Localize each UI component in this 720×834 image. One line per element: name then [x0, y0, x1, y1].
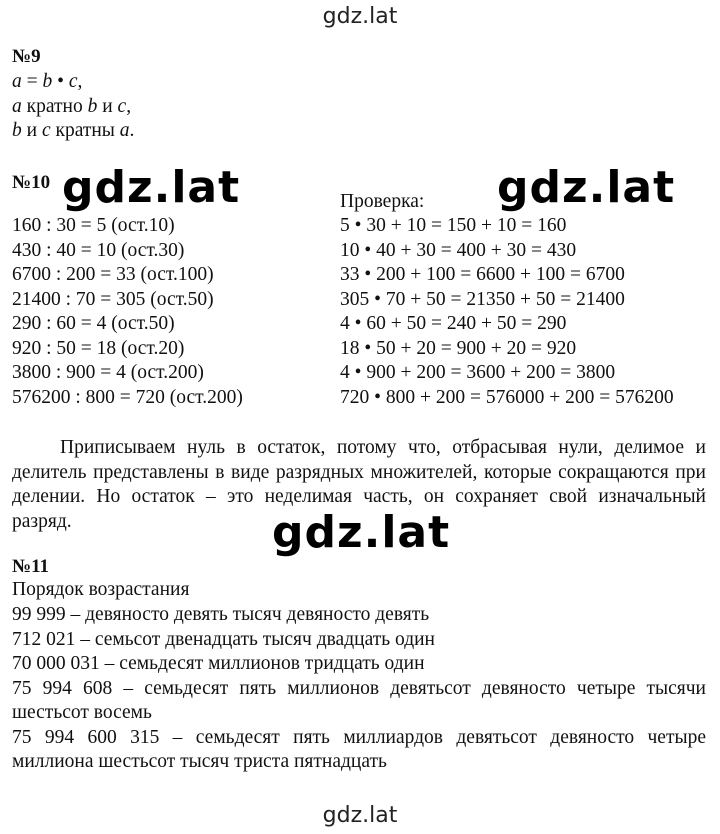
watermark: gdz.lat — [497, 162, 676, 213]
check-line: 720 • 800 + 200 = 576000 + 200 = 576200 — [340, 386, 674, 408]
number-item: 712 021 – семьсот двенадцать тысяч двадцать один — [12, 628, 435, 650]
check-line: 4 • 60 + 50 = 240 + 50 = 290 — [340, 313, 567, 334]
number-item: 99 999 – девяносто девять тысяч девяносто девять — [12, 604, 430, 625]
check-line: 305 • 70 + 50 = 21350 + 50 = 21400 — [340, 288, 625, 310]
division-line: 3800 : 900 = 4 (ост.200) — [12, 362, 204, 383]
number-item: 70 000 031 – семьдесят миллионов тридцать один — [12, 653, 425, 674]
check-line: 18 • 50 + 20 = 900 + 20 = 920 — [340, 337, 577, 359]
check-line: 4 • 900 + 200 = 3600 + 200 = 3800 — [340, 362, 616, 383]
division-line: 6700 : 200 = 33 (ост.100) — [12, 264, 214, 285]
division-line: 160 : 30 = 5 (ост.10) — [12, 215, 175, 236]
check-line: 33 • 200 + 100 = 6600 + 100 = 6700 — [340, 264, 625, 285]
check-title: Проверка: — [340, 191, 425, 212]
division-line: 920 : 50 = 18 (ост.20) — [12, 337, 185, 359]
division-line: 21400 : 70 = 305 (ост.50) — [12, 288, 214, 310]
watermark: gdz.lat — [62, 162, 241, 213]
division-line: 576200 : 800 = 720 (ост.200) — [12, 386, 243, 408]
task-9-body — [12, 70, 134, 144]
site-header: gdz.lat — [322, 4, 398, 29]
number-list — [12, 603, 706, 775]
division-line: 430 : 40 = 10 (ост.30) — [12, 239, 185, 261]
task-9-line: a = b • c, — [12, 71, 83, 92]
task-9-line: b и c кратны a. — [12, 120, 135, 141]
task-9-title: №9 — [12, 46, 41, 67]
order-subtitle: Порядок возрастания — [12, 579, 190, 600]
check-list — [340, 214, 674, 410]
division-line: 290 : 60 = 4 (ост.50) — [12, 313, 175, 334]
number-item: 75 994 600 315 – семьдесят пять миллиардов девятьсот девяносто четыре миллиона шестьсот тысяч триста пятнадцать — [12, 726, 706, 772]
task-9-line: a кратно b и c, — [12, 95, 132, 117]
check-line: 10 • 40 + 30 = 400 + 30 = 430 — [340, 239, 577, 261]
task-11-title: №11 — [12, 556, 50, 577]
explanation-text: Приписываем нуль в остаток, потому что, отбрасывая нули, делимое и делитель представлены в виде разрядных множителей, которые сокращаются при делении. Но остаток – это неделимая часть, он сохраняет свой изначальный разряд. — [12, 437, 706, 532]
site-footer: gdz.lat — [322, 803, 398, 828]
task-10-title: №10 — [12, 172, 51, 193]
number-item: 75 994 608 – семьдесят пять миллионов девятьсот девяносто четыре тысячи шестьсот восемь — [12, 677, 706, 723]
division-list — [12, 214, 243, 410]
watermark: gdz.lat — [272, 507, 451, 558]
check-line: 5 • 30 + 10 = 150 + 10 = 160 — [340, 215, 567, 236]
